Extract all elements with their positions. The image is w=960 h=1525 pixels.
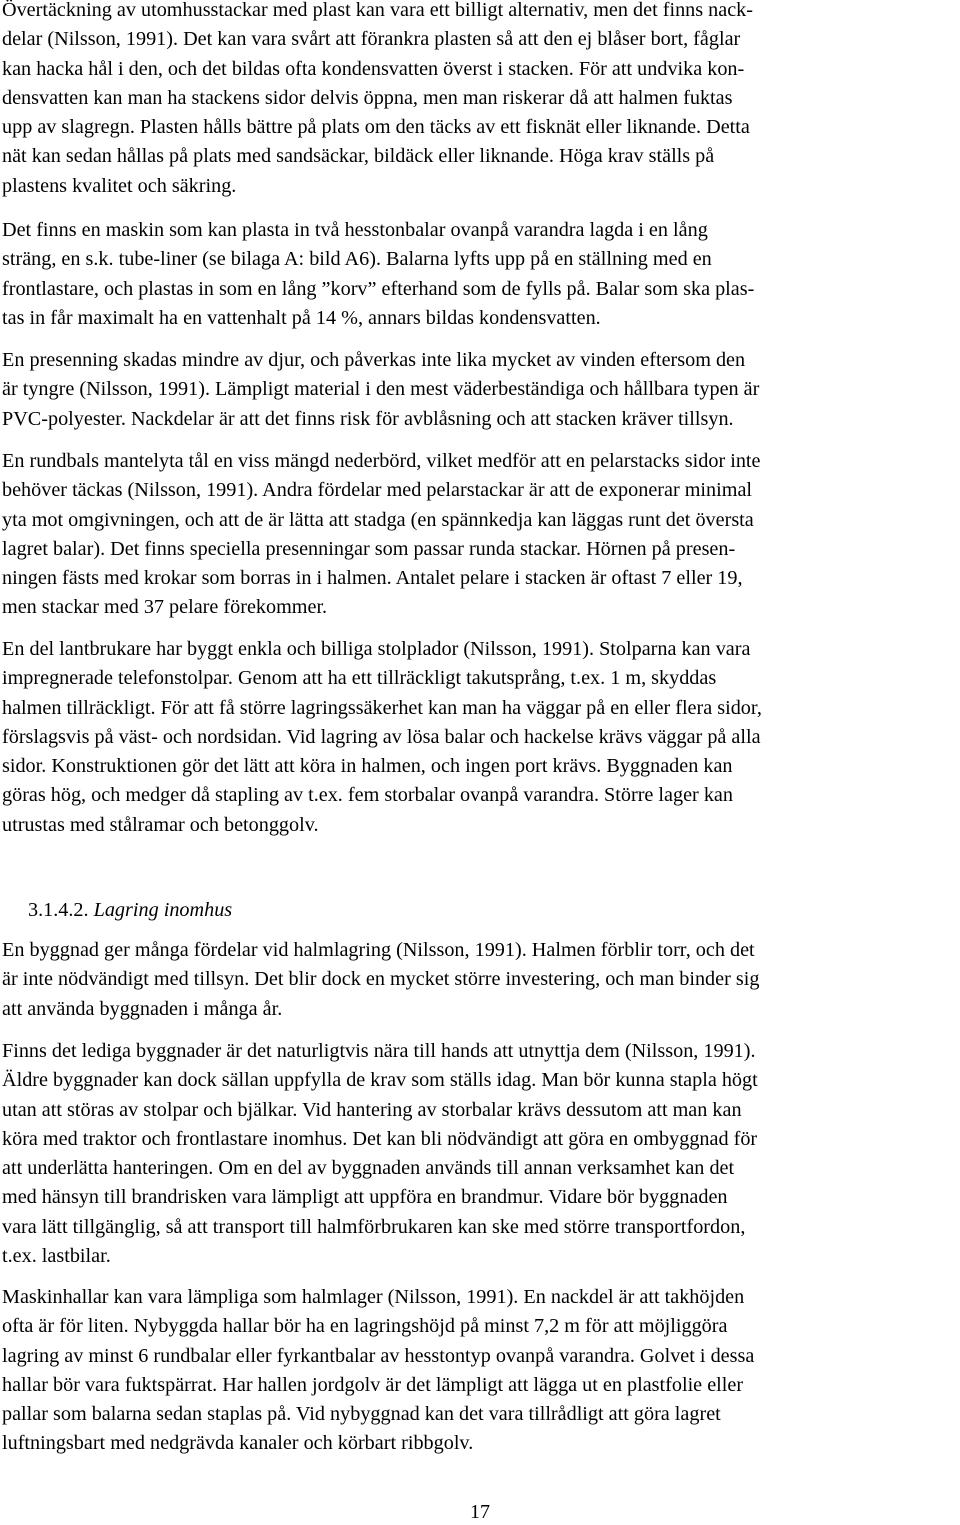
- paragraph-plastic-covering: Övertäckning av utomhusstackar med plast kan vara ett billigt alternativ, men det finns nack- delar (Nilsson, 1991). Det kan vara svårt att förankra plasten så att den ej blåser bort, fåglar kan hacka hål i den, och det bildas ofta kondensvatten överst i stacken. För att undvika kon- densvatten kan man ha stackens sidor delvis öppna, men man riskerar då att halmen fuktas upp av slagregn. Plasten hålls bättre på plats om den täcks av ett fisknät eller liknande. Detta nät kan sedan hållas på plats med sandsäckar, bildäck eller liknande. Höga krav ställs på plastens kvalitet och säkring.: [2, 0, 753, 197]
- paragraph-pole-barns: En del lantbrukare har byggt enkla och billiga stolplador (Nilsson, 1991). Stolparna kan vara impregnerade telefonstolpar. Genom att ha ett tillräckligt takutsprång, t.ex. 1 m, skyddas halmen tillräckligt. För att få större lagringssäkerhet kan man ha väggar på en eller flera sidor, förslagsvis på väst- och nordsidan. Vid lagring av lösa balar och hackelse krävs väggar på alla sidor. Konstruktionen gör det lätt att köra in halmen, och ingen port krävs. Byggnaden kan göras hög, och medger då stapling av t.ex. fem storbalar ovanpå varandra. Större lager kan utrustas med stålramar och betonggolv.: [2, 638, 762, 836]
- page-number: 17: [470, 1501, 490, 1523]
- paragraph-tube-liner: Det finns en maskin som kan plasta in två hesstonbalar ovanpå varandra lagda i en lång sträng, en s.k. tube-liner (se bilaga A: bild A6). Balarna lyfts upp på en ställning med en frontlastare, och plastas in som en lång ”korv” efterhand som de fylls på. Balar som ska plas- tas in får maximalt ha en vattenhalt på 14 %, annars bildas kondensvatten.: [2, 219, 755, 329]
- section-heading: [28, 896, 232, 925]
- paragraph-existing-buildings: Finns det lediga byggnader är det naturligtvis nära till hands att utnyttja dem (Nilsson, 1991). Äldre byggnader kan dock sällan uppfylla de krav som ställs idag. Man bör kunna stapla högt utan att störas av stolpar och bjälkar. Vid hantering av storbalar krävs dessutom att man kan köra med traktor och frontlastare inomhus. Det kan bli nödvändigt att göra en ombyggnad för att underlätta hanteringen. Om en del av byggnaden används till annan verksamhet kan det med hänsyn till brandrisken vara lämpligt att uppföra en brandmur. Vidare bör byggnaden vara lätt tillgänglig, så att transport till halmförbrukaren kan ske med större transportfordon, t.ex. lastbilar.: [2, 1040, 758, 1268]
- paragraph-building-advantages: En byggnad ger många fördelar vid halmlagring (Nilsson, 1991). Halmen förblir torr, och det är inte nödvändigt med tillsyn. Det blir dock en mycket större investering, och man binder sig att använda byggnaden i många år.: [2, 939, 760, 1020]
- paragraph-tarpaulin: En presenning skadas mindre av djur, och påverkas inte lika mycket av vinden eftersom den är tyngre (Nilsson, 1991). Lämpligt material i den mest väderbeständiga och hållbara typen är PVC-polyester. Nackdelar är att det finns risk för avblåsning och att stacken kräver tillsyn.: [2, 349, 760, 430]
- section-number: 3.1.4.2.: [28, 899, 89, 921]
- paragraph-round-bale-stacks: En rundbals mantelyta tål en viss mängd nederbörd, vilket medför att en pelarstacks sidor inte behöver täckas (Nilsson, 1991). Andra fördelar med pelarstackar är att de exponerar minimal yta mot omgivningen, och att de är lätta att stadga (en spännkedja kan läggas runt det översta lagret balar). Det finns speciella presenningar som passar runda stackar. Hörnen på presen- ningen fästs med krokar som borras in i halmen. Antalet pelare i stacken är oftast 7 eller 19, men stackar med 37 pelare förekommer.: [2, 450, 761, 619]
- section-title: Lagring inomhus: [93, 899, 233, 921]
- paragraph-machine-halls: Maskinhallar kan vara lämpliga som halmlager (Nilsson, 1991). En nackdel är att takhöjden ofta är för liten. Nybyggda hallar bör ha en lagringshöjd på minst 7,2 m för att möjliggöra lagring av minst 6 rundbalar eller fyrkantbalar av hesstontyp ovanpå varandra. Golvet i dessa hallar bör vara fuktspärrat. Har hallen jordgolv är det lämpligt att lägga ut en plastfolie eller pallar som balarna sedan staplas på. Vid nybyggnad kan det vara tillrådligt att göra lagret luftningsbart med nedgrävda kanaler och körbart ribbgolv.: [2, 1286, 755, 1455]
